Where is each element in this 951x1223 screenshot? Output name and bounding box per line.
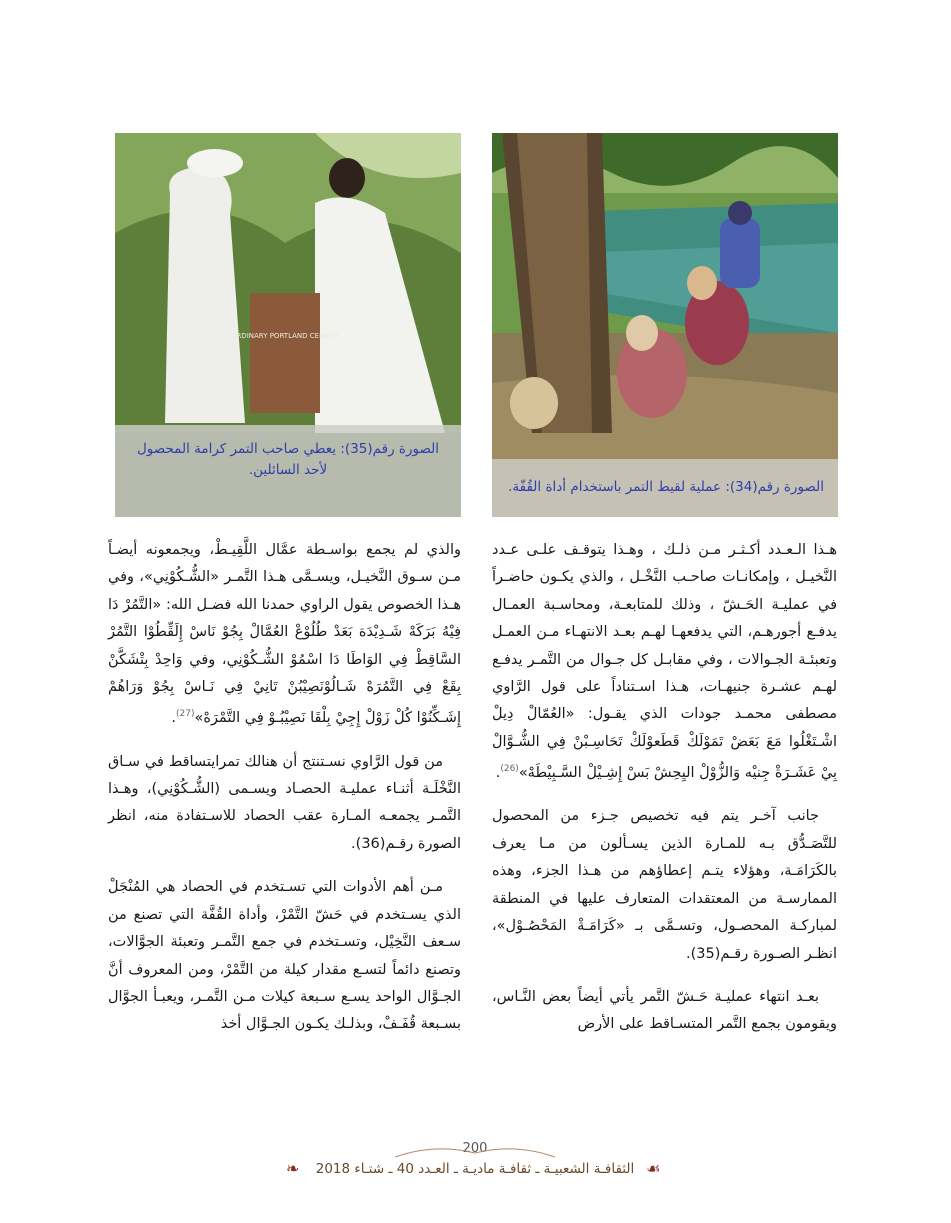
reference-number: (27) [176, 709, 195, 720]
photo-harvest-collection [492, 133, 838, 517]
right-column [492, 537, 837, 1055]
paragraph [492, 984, 837, 1039]
right-ornament-icon: ☙ [646, 1159, 661, 1178]
caption-line-1: الصورة رقم(35): يعطي صاحب التمر كرامة المحصول [136, 441, 440, 457]
photo-34-caption [492, 459, 838, 517]
paragraph-text: من قول الرَّاوي نسـتنتج أن هنالك تمرايتساقط في سـاق النَّخْلَـة أثنـاء عمليـة الحصـاد ويسـمى (الشُّـكُوْنِي)، وهـذا التَّمـر يجمعـه المـارة عقب الحصاد للاسـتفادة منه، انظر الصورة رقـم(36). [108, 753, 461, 852]
page-number: 200 [462, 1141, 488, 1156]
paragraph [108, 749, 461, 859]
left-ornament-icon: ❧ [286, 1159, 300, 1178]
reference-number: (26) [500, 764, 519, 775]
paragraph-text: والذي لم يجمع بواسـطة عمَّال اللَّقِيـطْ، ويجمعونه أيضـاً مـن سـوق النَّخيـل، ويسـمَّى هـذا التَّمـر «الشُّـكُوْنِي»، وفي هـذا الخصوص يقول الراوي حمدنا الله فضـل الله: «التَّمُرْ دَا فِيْهُ بَرَكَهْ شَـدِيْدَة بَعَدْ طُلُوْعْ العُمَّالْ بِجُوْ نَاسْ إِلَقِّطُوْا التَّمُرْ السَّاقِطْ فِي الوَاطَا دَا اسْمُوْ الشُّـكُوْنِي، وفي وَاحِدْ بِتْشَكَّنْ بِقَعْ فِي التَّمُرَهْ شَـالُوْنَصِيْبُنْ تَانِيْ فِي نَـاسْ بِجُوْ وَرَاهُمْ إِشَـكِّنُوْا كُلْ زَوْلْ إِجِيْ بِلْقَا نَصِيْبُـوْ فِي التَّمْرَهْ» [108, 542, 461, 727]
photo-35-caption [115, 425, 461, 517]
photo-crop-charity [115, 133, 461, 517]
footer-publication-line: الثقافـة الشعبيـة ـ ثقافـة ماديـة ـ العـدد 40 ـ شتـاء 2018 [315, 1161, 635, 1177]
paragraph-text: جانب آخـر يتم فيه تخصيص جـزء من المحصول للتَّصَـدُّق بـه للمـارة الذين يسـألون من مـا يعرف بالكَرَامَـة، وهؤلاء يتـم إعطاؤهم من هـذا الجزء، وهذه الممارسـة من المعتقدات المتعارف عليها في المنطقة لمباركـة المحصـول، وتسـمَّى بـ «كَرَامَـةْ المَحْصُـوْل»، انظـر الصـورة رقـم(35). [492, 808, 837, 962]
left-column [108, 537, 461, 1055]
caption-line-2: لأحد السائلين. [248, 462, 328, 478]
paragraph-text: مـن أهم الأدوات التي تسـتخدم في الحصاد هي المُنْجَلْ الذي يسـتخدم في حَشّ التَّمْرْ، وأداة القُفَّة التي تصنع من سـعف النَّخِيْل، وتسـتخدم في جمع التَّمـر وتعبئة الجوَّالات، وتصنع دائماً لتسـع مقدار كيلة من التَّمْرْ، ومن المعروف أنَّ الجـوَّال الواحد يسـع سـبعة كيلات مـن التَّمـر، ويعبـأ الجوَّال بسـبعة قُفَـفْ، وبذلـك يكـون الجـوَّال أخذ [108, 879, 461, 1033]
caption-text: الصورة رقم(34): عملية لقيط التمر باستخدام أداة القُفّة. [508, 479, 824, 495]
paragraph [108, 874, 461, 1038]
paragraph: هـذا الـعـدد أكـثـر مـن ذلـك ، وهـذا يتوقـف علـى عـدد النَّخيـل ، وإمكانـات صاحـب النَّخْـل ، والذي يكـون حاضـراً في عمليـة الحَـشّ ، وذلك للمتابعـة، ومحاسـبة العمـال يدفـع أجورهـم، التي يدفعهـا لهـم بعـد الانتهـاء مـن العمـل وتعبئـة الجـوالات ، وفي مقابـل كل جـوال من التَّمـر يدفـع لهـم عشـرة جنيهـات، هـذا اسـتناداً على قول الرَّاوي مصطفى محمـد جودات الذي يقـول: «العُمّالْ دِيلْ اشْـتَغْلُوا مَعَ بَعَضْ تَمَوْلَكْ قَطَعوْلَكْ تَحَاسِـبْنْ فِي الشُّـوَّالْ بِيْ عَشَـرَةْ جِنيْه وَالزُّوْلْ اليِحِشْ بَسْ إِشِـيْلْ السَّـبِيْطَهْ»$^{(26)}$. [492, 542, 837, 782]
sack-label-text: ORDINARY PORTLAND CEMENT [230, 332, 340, 340]
footer-ornament-curve [395, 1143, 555, 1161]
paragraph: والذي لم يجمع بواسـطة عمَّال اللَّقِيـطْ، ويجمعونه أيضـاً مـن سـوق النَّخيـل، ويسـمَّى هـذا التَّمـر «الشُّـكُوْنِي»، وفي هـذا الخصوص يقول الراوي حمدنا الله فضـل الله: «التَّمُرْ دَا فِيْهُ بَرَكَهْ شَـدِيْدَة بَعَدْ طُلُوْعْ العُمَّالْ بِجُوْ نَاسْ إِلَقِّطُوْا التَّمُرْ السَّاقِطْ فِي الوَاطَا دَا اسْمُوْ الشُّـكُوْنِي، وفي وَاحِدْ بِتْشَكَّنْ بِقَعْ فِي التَّمُرَهْ شَـالُوْنَصِيْبُنْ تَانِيْ فِي نَـاسْ بِجُوْ وَرَاهُمْ إِشَـكِّنُوْا كُلْ زَوْلْ إِجِيْ بِلْقَا نَصِيْبُـوْ فِي التَّمْرَهْ»$^{(27)}$. [108, 542, 461, 727]
paragraph-text: بعـد انتهاء عمليـة حَـشّ التَّمر يأتي أيضاً بعض النَّـاس، ويقومون بجمع التَّمر المتسـاقط على الأرض [492, 988, 837, 1033]
paragraph-text: هـذا الـعـدد أكـثـر مـن ذلـك ، وهـذا يتوقـف علـى عـدد النَّخيـل ، وإمكانـات صاحـب النَّخْـل ، والذي يكـون حاضـراً في عمليـة الحَـشّ ، وذلك للمتابعـة، ومحاسـبة العمـال يدفـع أجورهـم، التي يدفعهـا لهـم بعـد الانتهـاء مـن العمـل وتعبئـة الجـوالات ، وفي مقابـل كل جـوال من التَّمـر يدفـع لهـم عشـرة جنيهـات، هـذا اسـتناداً على قول الرَّاوي مصطفى محمـد جودات الذي يقـول: «العُمّالْ دِيلْ اشْـتَغْلُوا مَعَ بَعَضْ تَمَوْلَكْ قَطَعوْلَكْ تَحَاسِـبْنْ فِي الشُّـوَّالْ بِيْ عَشَـرَةْ جِنيْه وَالزُّوْلْ اليِحِشْ بَسْ إِشِـيْلْ السَّـبِيْطَهْ» [492, 542, 837, 782]
paragraph [492, 803, 837, 967]
